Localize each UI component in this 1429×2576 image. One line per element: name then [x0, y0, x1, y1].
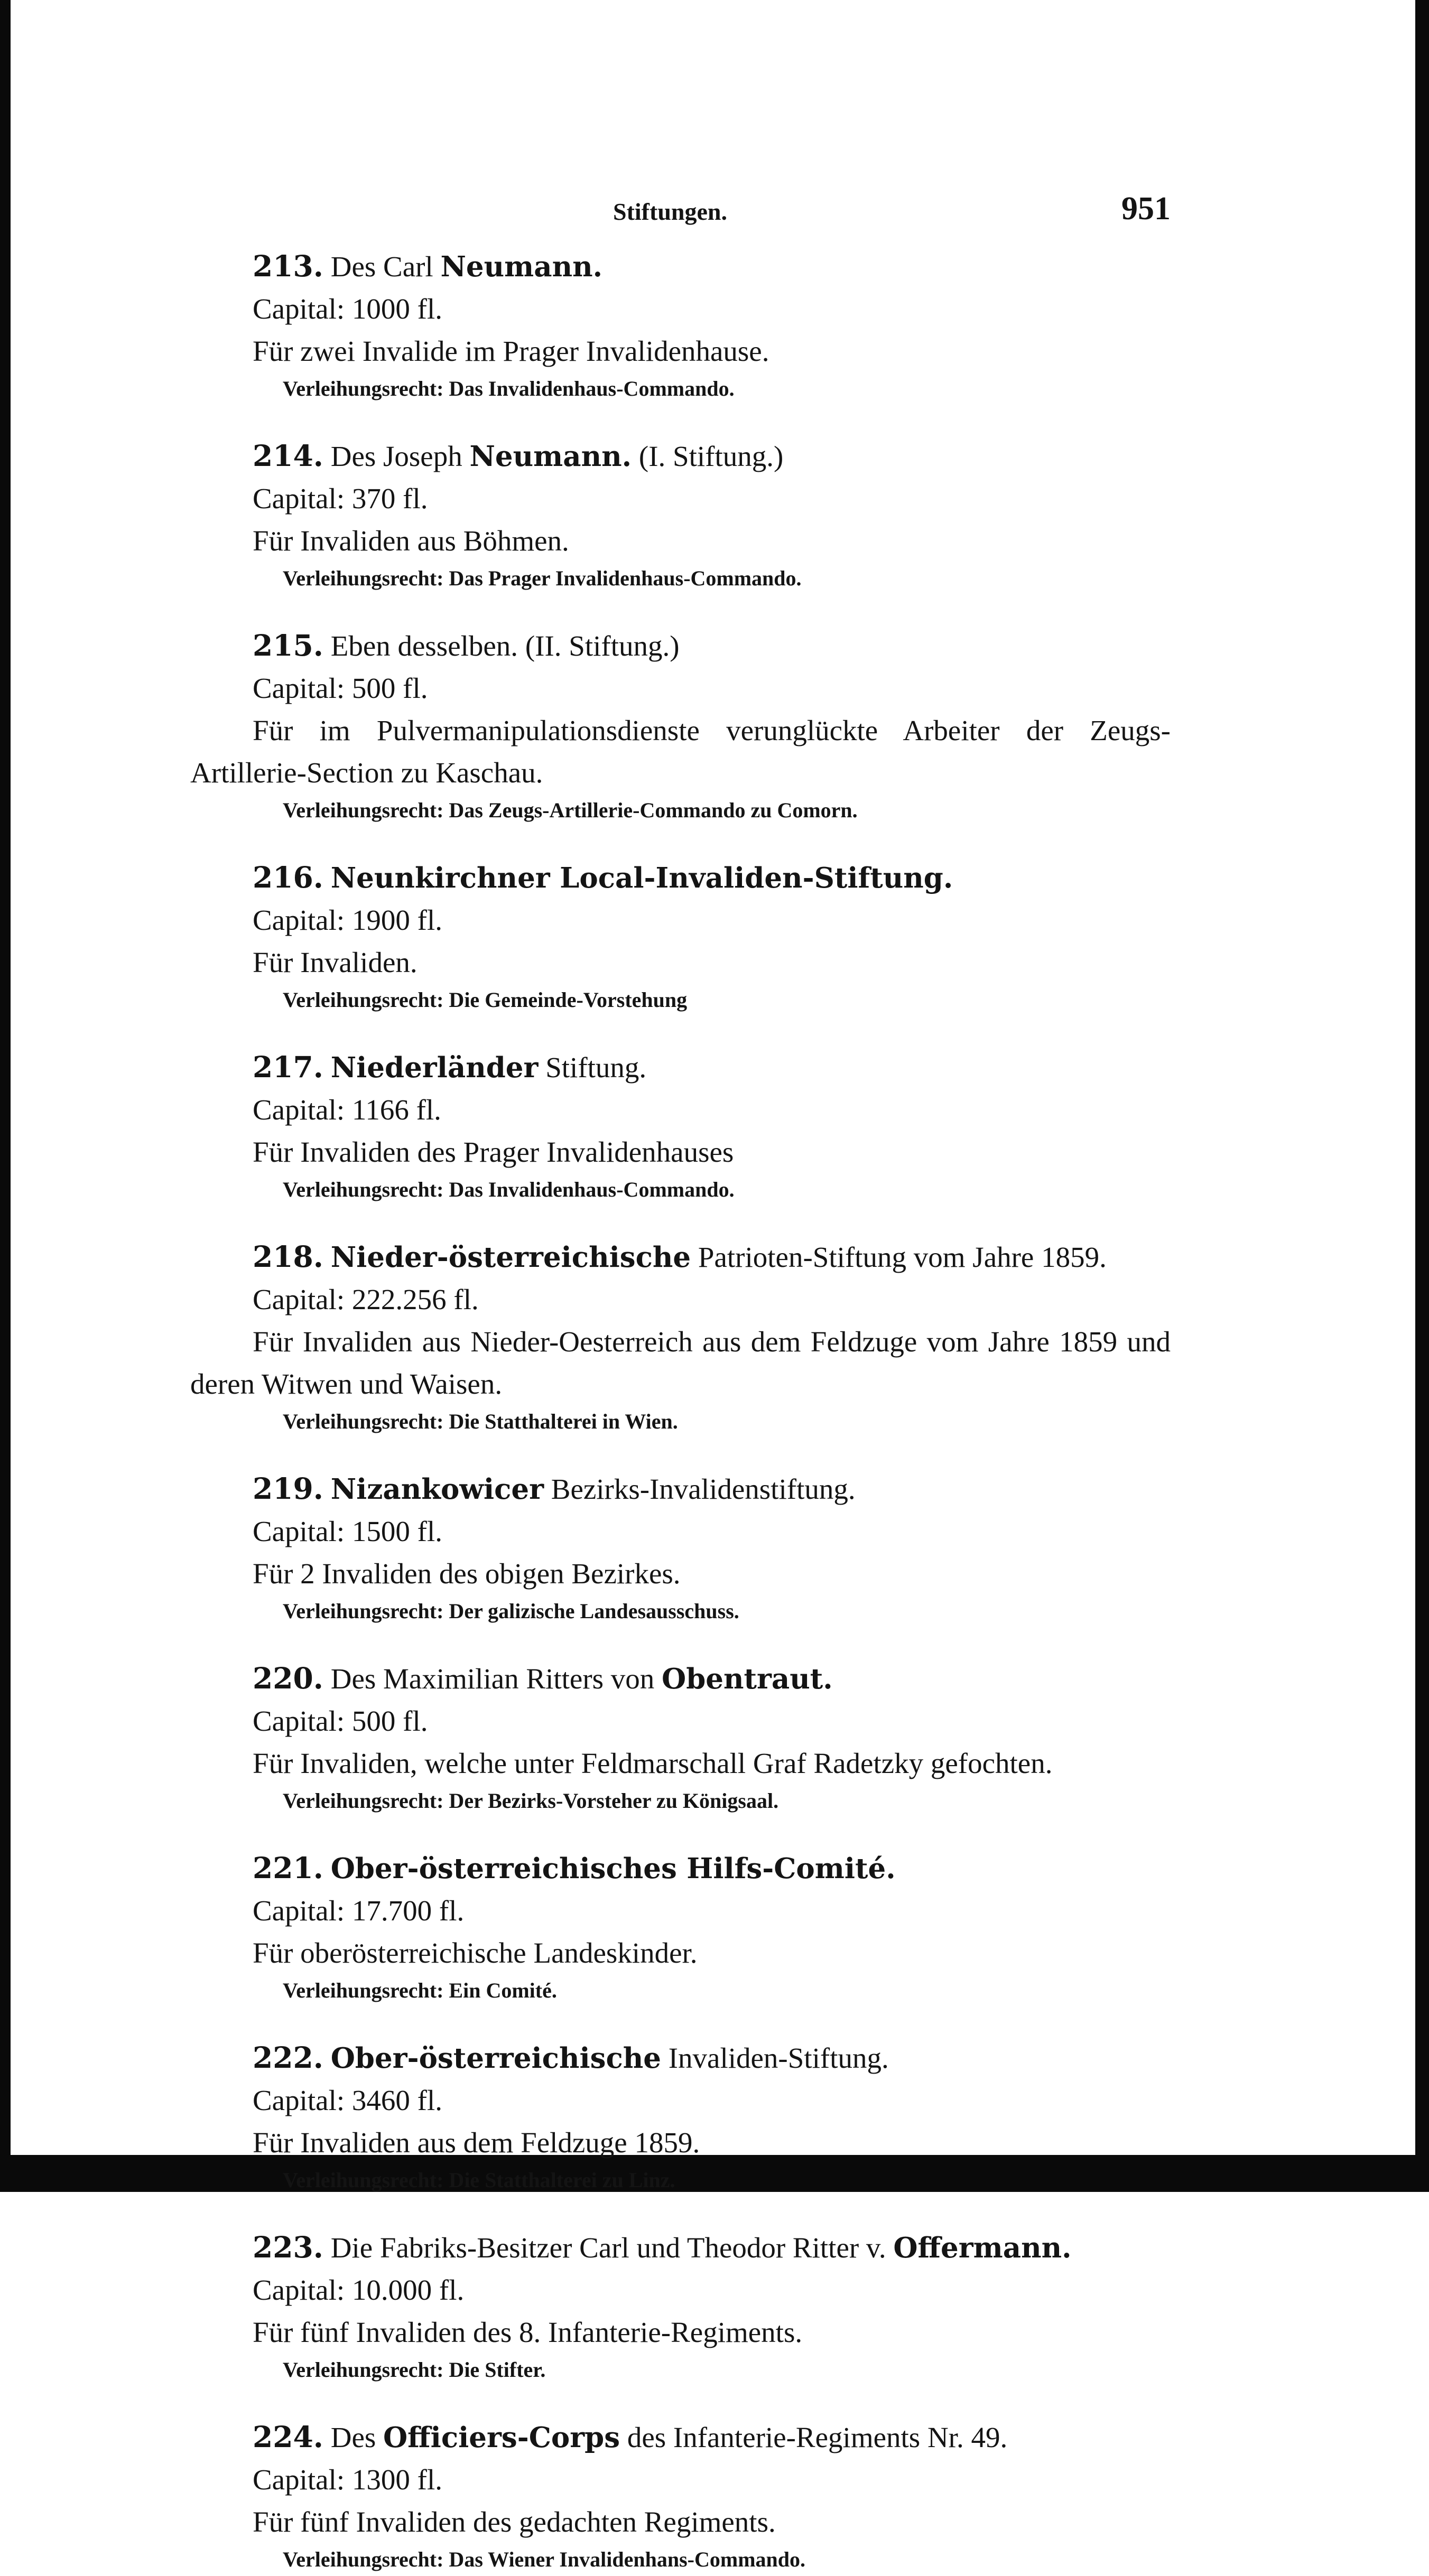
entry-capital: Capital: 1900 fl. [253, 904, 442, 936]
entry-heading [190, 2416, 1171, 2459]
entry-number: 217. [253, 1050, 323, 1084]
foundation-entry [190, 1046, 1171, 1206]
scan-border-right [1415, 0, 1429, 2192]
entry-purpose: Für Invaliden. [253, 946, 417, 978]
entry-heading [190, 2037, 1171, 2079]
entry-capital: Capital: 1500 fl. [253, 1515, 442, 1547]
entry-suffix: Patrioten-Stiftung vom Jahre 1859. [698, 1241, 1107, 1273]
entry-name: Niederländer [330, 1051, 539, 1084]
entry-right-holder: Verleihungsrecht: Das Invalidenhaus-Commando. [283, 377, 735, 400]
entry-number: 214. [253, 438, 323, 473]
entry-capital: Capital: 1300 fl. [253, 2463, 442, 2496]
entry-right-holder: Verleihungsrecht: Die Gemeinde-Vorstehung [283, 988, 688, 1012]
entry-number: 218. [253, 1239, 323, 1274]
entry-name: Nizankowicer [330, 1473, 544, 1506]
entry-number: 220. [253, 1661, 323, 1695]
entry-number: 213. [253, 249, 323, 283]
entry-heading [190, 435, 1171, 478]
entry-prefix: Die Fabriks-Besitzer Carl und Theodor Ritter v. [330, 2232, 886, 2264]
entry-purpose: Für zwei Invalide im Prager Invalidenhause. [253, 335, 769, 367]
entry-name: Officiers-Corps [383, 2421, 620, 2454]
foundation-entry [190, 2416, 1171, 2576]
entry-suffix: Stiftung. [545, 1051, 647, 1084]
entry-suffix: (I. Stiftung.) [638, 440, 784, 472]
entry-number: 224. [253, 2420, 323, 2454]
entry-prefix: Des Joseph [330, 440, 462, 472]
entry-heading [190, 856, 1171, 899]
entry-purpose: Für Invaliden aus dem Feldzuge 1859. [253, 2126, 700, 2159]
entry-right-holder: Verleihungsrecht: Die Stifter. [283, 2358, 546, 2382]
entry-right-holder: Verleihungsrecht: Die Statthalterei zu Linz. [283, 2168, 675, 2192]
entry-right-holder: Verleihungsrecht: Der Bezirks-Vorsteher zu Königsaal. [283, 1789, 779, 1813]
entry-purpose: Für fünf Invaliden des gedachten Regiments. [253, 2506, 776, 2538]
foundation-entry [190, 856, 1171, 1016]
book-page [190, 190, 1171, 2576]
entry-capital: Capital: 500 fl. [253, 1705, 428, 1737]
entry-capital: Capital: 10.000 fl. [253, 2274, 465, 2306]
foundation-entry [190, 2226, 1171, 2386]
entry-heading [190, 1236, 1171, 1278]
entry-name: Offermann. [893, 2232, 1072, 2264]
entry-purpose: Für Invaliden des Prager Invalidenhauses [253, 1136, 734, 1168]
foundation-entry [190, 1657, 1171, 1817]
entry-prefix: Eben desselben. [330, 630, 518, 662]
entry-name: Nieder-österreichische [330, 1241, 691, 1274]
scan-border-left [0, 0, 11, 2192]
entry-heading [190, 2226, 1171, 2269]
entry-suffix: Bezirks-Invalidenstiftung. [551, 1473, 856, 1505]
entry-purpose: Für oberösterreichische Landeskinder. [253, 1937, 698, 1969]
entry-name: Neunkirchner Local-Invaliden-Stiftung. [330, 862, 953, 894]
entry-purpose: Für 2 Invaliden des obigen Bezirkes. [253, 1557, 681, 1590]
foundation-entry [190, 2037, 1171, 2197]
entry-right-holder: Verleihungsrecht: Das Prager Invalidenhaus-Commando. [283, 566, 802, 590]
entry-suffix: Invaliden-Stiftung. [668, 2042, 889, 2074]
entry-prefix: Des Maximilian Ritters von [330, 1663, 655, 1695]
entry-suffix: des Infanterie-Regiments Nr. 49. [627, 2421, 1008, 2453]
entry-capital: Capital: 222.256 fl. [253, 1283, 479, 1315]
entry-right-holder: Verleihungsrecht: Das Zeugs-Artillerie-Commando zu Comorn. [283, 798, 858, 822]
entry-prefix: Des [330, 2421, 376, 2453]
entry-number: 215. [253, 628, 323, 662]
entry-number: 216. [253, 860, 323, 894]
foundation-entry [190, 1468, 1171, 1628]
foundation-entry [190, 1847, 1171, 2007]
entry-capital: Capital: 1000 fl. [253, 293, 442, 325]
entry-heading [190, 624, 1171, 667]
entry-right-holder: Verleihungsrecht: Die Statthalterei in Wien. [283, 1410, 678, 1433]
entry-prefix: Des Carl [330, 250, 433, 283]
entry-purpose: Für im Pulvermanipulationsdienste verunglückte Arbeiter der Zeugs-Artillerie-Section zu Kaschau. [190, 714, 1171, 789]
entry-purpose: Für Invaliden aus Nieder-Oesterreich aus dem Feldzuge vom Jahre 1859 und deren Witwen und Waisen. [190, 1326, 1171, 1400]
entry-number: 219. [253, 1471, 323, 1506]
entry-name: Neumann. [469, 440, 632, 473]
entry-purpose: Für fünf Invaliden des 8. Infanterie-Regiments. [253, 2316, 803, 2348]
entry-right-holder: Verleihungsrecht: Das Invalidenhaus-Commando. [283, 1178, 735, 1201]
entry-name: Neumann. [440, 250, 603, 283]
entry-capital: Capital: 500 fl. [253, 672, 428, 704]
entry-number: 222. [253, 2040, 323, 2075]
entry-heading [190, 1468, 1171, 1510]
entry-heading [190, 1046, 1171, 1089]
entry-heading [190, 1657, 1171, 1700]
foundation-entry [190, 624, 1171, 827]
entry-name: Ober-österreichisches Hilfs-Comité. [330, 1852, 896, 1885]
foundation-entry [190, 1236, 1171, 1438]
entry-suffix: (II. Stiftung.) [525, 630, 680, 662]
entry-right-holder: Verleihungsrecht: Der galizische Landesausschuss. [283, 1599, 739, 1623]
entry-heading [190, 245, 1171, 288]
running-title: Stiftungen. [613, 198, 727, 225]
entry-capital: Capital: 1166 fl. [253, 1094, 441, 1126]
entry-heading [190, 1847, 1171, 1890]
entry-capital: Capital: 17.700 fl. [253, 1894, 465, 1927]
entry-number: 223. [253, 2230, 323, 2264]
entry-name: Ober-österreichische [330, 2042, 661, 2075]
entry-right-holder: Verleihungsrecht: Das Wiener Invalidenhans-Commando. [283, 2547, 806, 2571]
entry-right-holder: Verleihungsrecht: Ein Comité. [283, 1978, 557, 2002]
entry-purpose: Für Invaliden aus Böhmen. [253, 525, 569, 557]
foundation-entry [190, 435, 1171, 595]
entry-name: Obentraut. [662, 1663, 833, 1695]
entry-capital: Capital: 370 fl. [253, 482, 428, 515]
page-header [190, 190, 1171, 238]
entry-number: 221. [253, 1851, 323, 1885]
entry-capital: Capital: 3460 fl. [253, 2084, 442, 2116]
foundation-entry [190, 245, 1171, 405]
page-number: 951 [1121, 191, 1171, 227]
entry-purpose: Für Invaliden, welche unter Feldmarschall Graf Radetzky gefochten. [253, 1747, 1053, 1779]
